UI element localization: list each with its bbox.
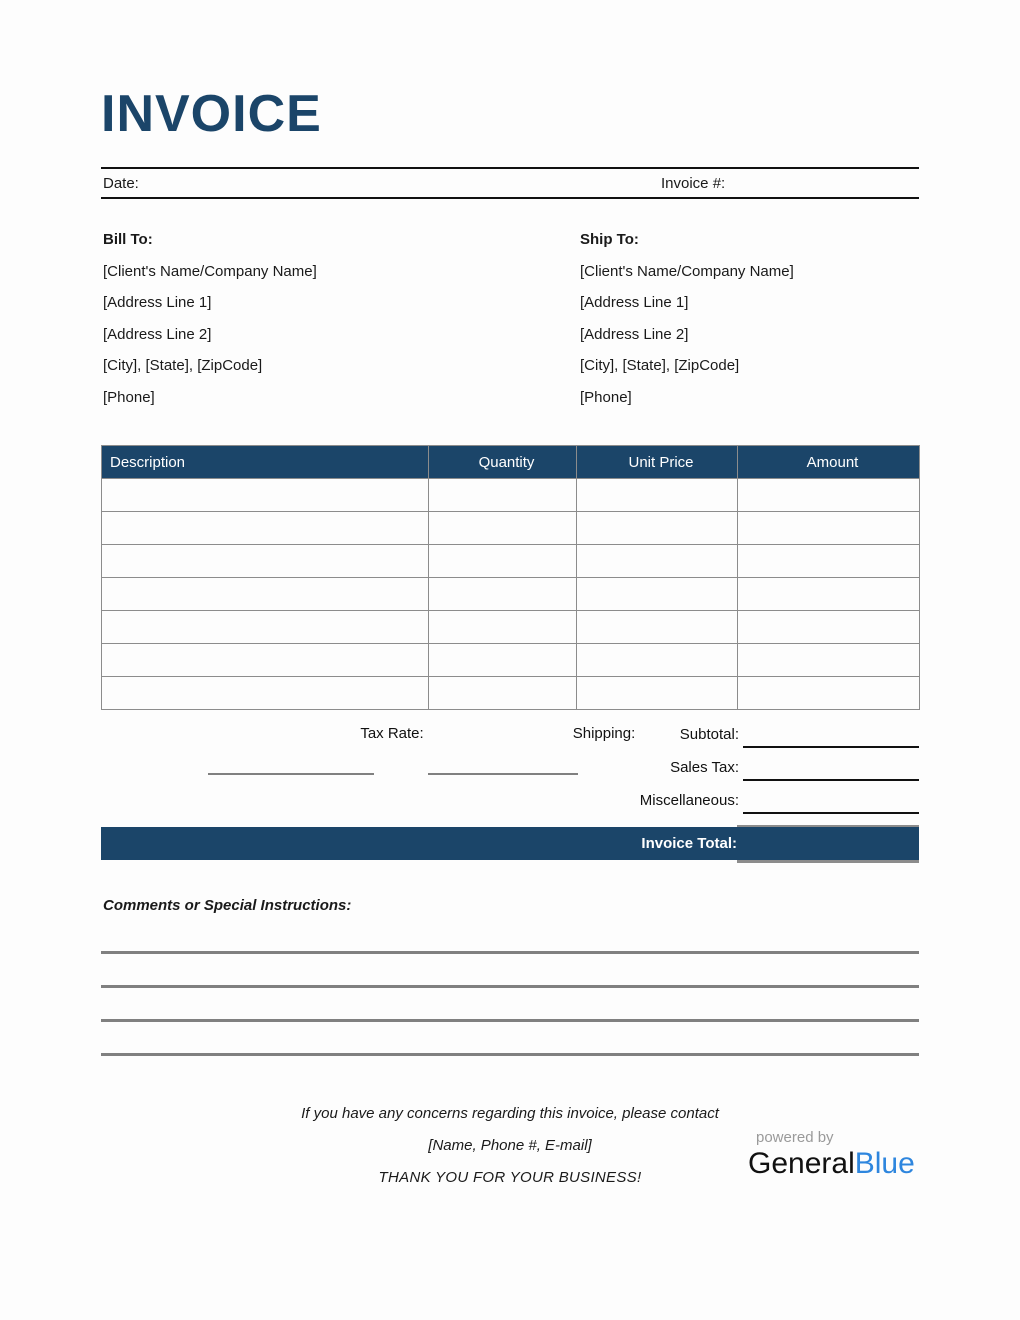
table-row[interactable]	[102, 677, 920, 710]
table-row[interactable]	[102, 512, 920, 545]
date-label: Date:	[103, 175, 139, 192]
line-items-table	[101, 445, 920, 710]
cell-description[interactable]	[102, 578, 429, 611]
cell-description[interactable]	[102, 677, 429, 710]
brand-general-text: General	[748, 1147, 855, 1180]
shipping-label: Shipping:	[572, 725, 636, 742]
cell-amount[interactable]	[738, 512, 920, 545]
cell-description[interactable]	[102, 479, 429, 512]
invoice-total-bottom-rule	[737, 860, 919, 863]
cell-unit-price[interactable]	[577, 479, 738, 512]
ship-to-line: [Address Line 1]	[580, 294, 689, 311]
cell-description[interactable]	[102, 611, 429, 644]
column-header-unit-price: Unit Price	[577, 446, 738, 479]
ship-to-block	[580, 224, 794, 413]
cell-description[interactable]	[102, 644, 429, 677]
subtotal-input[interactable]	[743, 746, 919, 748]
generalblue-logo	[748, 1129, 923, 1181]
footer-contact-line: If you have any concerns regarding this invoice, please contact	[301, 1105, 719, 1122]
bill-to-line: [City], [State], [ZipCode]	[103, 357, 263, 374]
cell-amount[interactable]	[738, 677, 920, 710]
miscellaneous-input[interactable]	[743, 812, 919, 814]
invoice-meta-row	[101, 167, 919, 199]
cell-description[interactable]	[102, 545, 429, 578]
tax-rate-input[interactable]	[208, 773, 374, 775]
column-header-description: Description	[102, 446, 429, 479]
page-title: INVOICE	[101, 85, 322, 143]
tax-rate-label: Tax Rate:	[360, 725, 424, 742]
sales-tax-input[interactable]	[743, 779, 919, 781]
table-row[interactable]	[102, 578, 920, 611]
cell-unit-price[interactable]	[577, 644, 738, 677]
ship-to-title: Ship To:	[580, 231, 639, 248]
invoice-total-label: Invoice Total:	[641, 835, 737, 852]
table-row[interactable]	[102, 479, 920, 512]
cell-amount[interactable]	[738, 479, 920, 512]
table-row[interactable]	[102, 545, 920, 578]
comment-line[interactable]	[101, 1019, 919, 1022]
column-header-amount: Amount	[738, 446, 920, 479]
bill-to-line: [Phone]	[103, 388, 155, 406]
comment-line[interactable]	[101, 1053, 919, 1056]
cell-unit-price[interactable]	[577, 578, 738, 611]
table-row[interactable]	[102, 611, 920, 644]
subtotal-row	[481, 718, 919, 750]
bill-to-line: [Address Line 2]	[103, 325, 212, 343]
brand-blue-text: Blue	[854, 1147, 915, 1180]
ship-to-line: [City], [State], [ZipCode]	[580, 357, 740, 374]
brand-wordmark	[748, 1147, 923, 1181]
cell-amount[interactable]	[738, 578, 920, 611]
cell-amount[interactable]	[738, 644, 920, 677]
cell-quantity[interactable]	[429, 677, 577, 710]
ship-to-line: [Phone]	[580, 388, 632, 406]
table-header-row	[102, 446, 920, 479]
miscellaneous-row	[481, 784, 919, 816]
totals-section	[101, 708, 919, 826]
cell-quantity[interactable]	[429, 644, 577, 677]
invoice-number-label: Invoice #:	[661, 175, 726, 192]
cell-amount[interactable]	[738, 545, 920, 578]
bill-to-title: Bill To:	[103, 231, 153, 248]
cell-quantity[interactable]	[429, 611, 577, 644]
bill-to-line: [Client's Name/Company Name]	[103, 262, 317, 280]
cell-quantity[interactable]	[429, 512, 577, 545]
cell-quantity[interactable]	[429, 479, 577, 512]
column-header-quantity: Quantity	[429, 446, 577, 479]
miscellaneous-label: Miscellaneous:	[639, 792, 739, 809]
cell-description[interactable]	[102, 512, 429, 545]
sales-tax-label: Sales Tax:	[670, 759, 739, 776]
powered-by-label: powered by	[756, 1129, 834, 1146]
sales-tax-row	[481, 751, 919, 783]
bill-to-line: [Address Line 1]	[103, 294, 212, 311]
cell-unit-price[interactable]	[577, 512, 738, 545]
comments-label: Comments or Special Instructions:	[103, 897, 352, 914]
ship-to-line: [Address Line 2]	[580, 325, 689, 343]
footer-contact-placeholder: [Name, Phone #, E-mail]	[428, 1137, 592, 1154]
cell-quantity[interactable]	[429, 545, 577, 578]
invoice-total-bar	[101, 827, 919, 860]
footer-thanks: THANK YOU FOR YOUR BUSINESS!	[378, 1169, 642, 1186]
cell-unit-price[interactable]	[577, 677, 738, 710]
cell-unit-price[interactable]	[577, 545, 738, 578]
table-row[interactable]	[102, 644, 920, 677]
bill-to-block	[103, 224, 317, 413]
cell-amount[interactable]	[738, 611, 920, 644]
comment-line[interactable]	[101, 951, 919, 954]
cell-quantity[interactable]	[429, 578, 577, 611]
subtotal-label: Subtotal:	[679, 726, 739, 743]
cell-unit-price[interactable]	[577, 611, 738, 644]
comment-line[interactable]	[101, 985, 919, 988]
ship-to-line: [Client's Name/Company Name]	[580, 262, 794, 280]
